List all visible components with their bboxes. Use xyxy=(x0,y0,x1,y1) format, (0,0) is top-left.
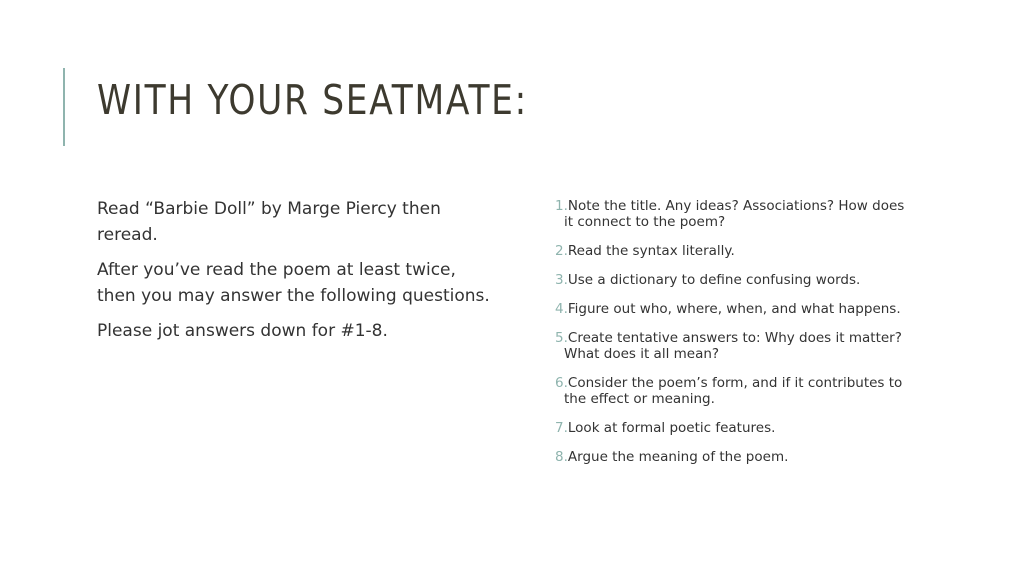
slide-title: WITH YOUR SEATMATE: xyxy=(97,76,528,124)
step-number: 4. xyxy=(555,301,568,317)
step-text: Consider the poem’s form, and if it contributes to the effect or meaning. xyxy=(564,375,903,407)
list-item xyxy=(555,198,915,230)
list-item xyxy=(555,301,915,317)
instruction-paragraph: Please jot answers down for #1-8. xyxy=(97,321,388,341)
step-number: 3. xyxy=(555,272,568,288)
step-number: 7. xyxy=(555,420,568,436)
step-number: 5. xyxy=(555,330,568,346)
step-text: Figure out who, where, when, and what happens. xyxy=(567,301,901,317)
list-item xyxy=(555,272,915,288)
list-item xyxy=(555,420,915,436)
step-number: 2. xyxy=(555,243,568,259)
step-text: Read the syntax literally. xyxy=(567,243,735,259)
instruction-paragraph: After you’ve read the poem at least twice, then you may answer the following questions. xyxy=(97,260,490,306)
title-accent-bar xyxy=(63,68,65,146)
step-text: Argue the meaning of the poem. xyxy=(567,449,789,465)
step-text: Look at formal poetic features. xyxy=(567,420,776,436)
list-item xyxy=(555,375,915,407)
list-item xyxy=(555,449,915,465)
step-number: 8. xyxy=(555,449,568,465)
step-number: 1. xyxy=(555,198,568,214)
instruction-paragraph: Read “Barbie Doll” by Marge Piercy then reread. xyxy=(97,199,441,245)
steps-column xyxy=(555,198,915,478)
step-number: 6. xyxy=(555,375,568,391)
instructions-column xyxy=(97,196,492,353)
step-text: Note the title. Any ideas? Associations? How does it connect to the poem? xyxy=(564,198,905,230)
steps-list xyxy=(555,198,915,465)
step-text: Use a dictionary to define confusing words. xyxy=(567,272,861,288)
list-item xyxy=(555,243,915,259)
list-item xyxy=(555,330,915,362)
step-text: Create tentative answers to: Why does it matter? What does it all mean? xyxy=(564,330,902,362)
